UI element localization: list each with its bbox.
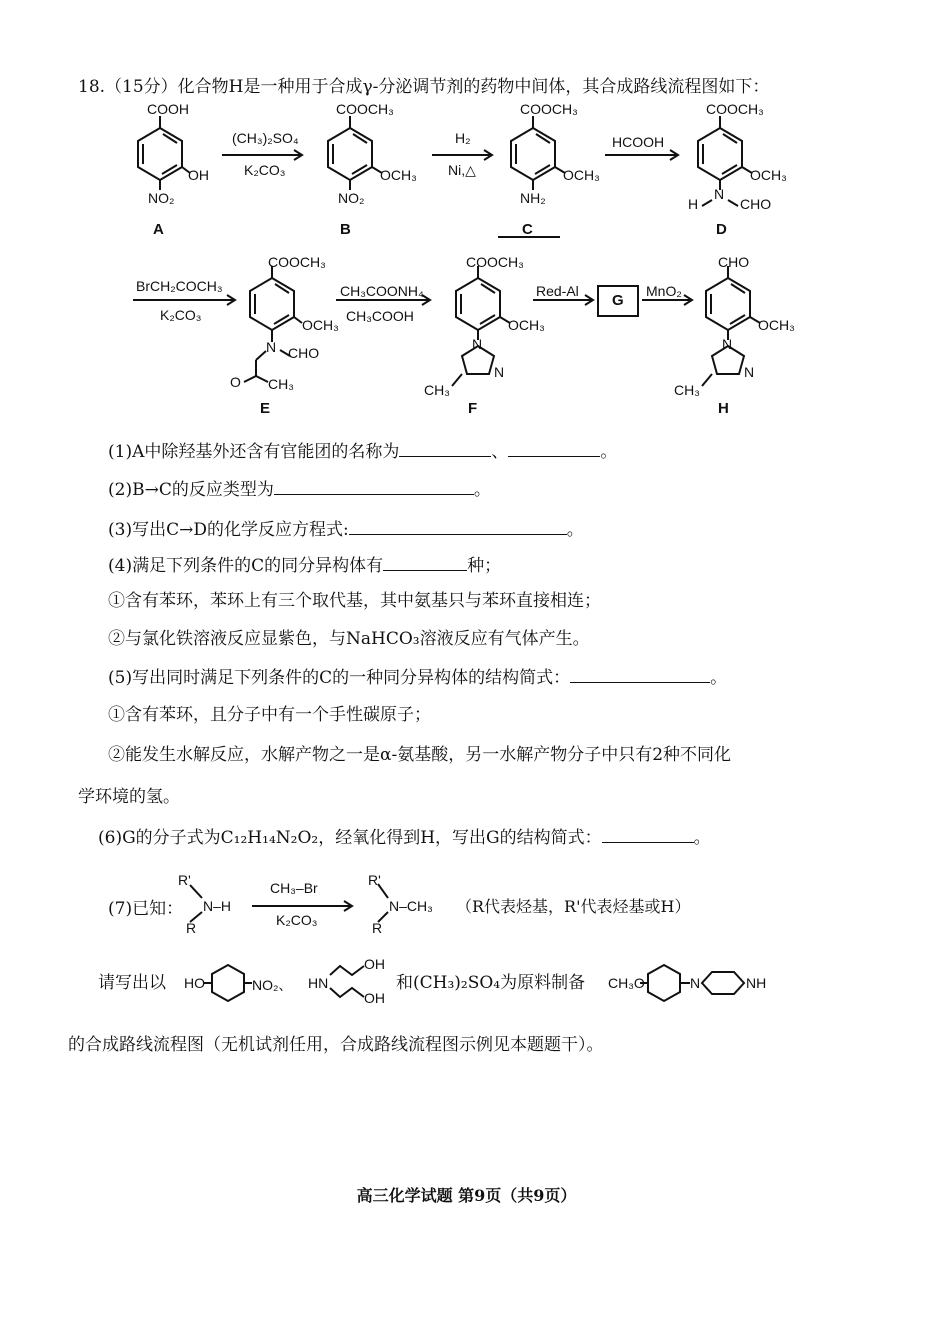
p7-n: N	[690, 975, 701, 991]
ring-target	[648, 965, 680, 1001]
c-nh2: NH₂	[520, 190, 546, 206]
label-e: E	[260, 400, 271, 417]
reagent-gh-top: MnO₂	[646, 283, 682, 299]
p7-r: R	[186, 920, 197, 936]
label-a: A	[153, 221, 164, 238]
p7-mid: 和(CH₃)₂SO₄为原料制备	[396, 973, 586, 993]
c-och3: OCH₃	[563, 167, 600, 183]
d-cho: CHO	[740, 196, 772, 212]
reagent-bc-top: H₂	[455, 130, 471, 146]
ring-d	[698, 128, 742, 180]
answer-blank-3[interactable]	[349, 518, 567, 535]
f-n2: N	[494, 364, 505, 380]
e-n: N	[266, 339, 277, 355]
part-4-condition-1: ①含有苯环，苯环上有三个取代基，其中氨基只与苯环直接相连；	[108, 591, 601, 611]
reagent-fg-top: Red-Al	[536, 283, 579, 299]
page-footer: 高三化学试题 第9页（共9页）	[356, 1186, 577, 1205]
b-och3: OCH₃	[380, 167, 417, 183]
e-cho: CHO	[288, 345, 320, 361]
p7-ho: HO	[184, 975, 205, 991]
answer-blank-2[interactable]	[274, 478, 474, 495]
a-no2: NO₂	[148, 190, 175, 206]
part-4-condition-2: ②与氯化铁溶液反应显紫色，与NaHCO₃溶液反应有气体产生。	[108, 629, 590, 649]
p7-note: （R代表烃基，R'代表烃基或H）	[456, 897, 691, 916]
p7-oh-bottom: OH	[364, 990, 385, 1006]
p7-reagent-bottom: K₂CO₃	[276, 912, 318, 928]
part-5-condition-2a: ②能发生水解反应，水解产物之一是α-氨基酸，另一水解产物分子中只有2种不同化	[108, 745, 732, 765]
reagent-ab-top: (CH₃)₂SO₄	[232, 130, 299, 146]
part-5-condition-1: ①含有苯环，且分子中有一个手性碳原子；	[108, 705, 431, 725]
p7-nh-target: NH	[746, 975, 767, 991]
p7-reagent-top: CH₃–Br	[270, 880, 318, 896]
label-d: D	[716, 221, 727, 238]
ring-h	[706, 278, 750, 330]
part-5: (5)写出同时满足下列条件的C的一种同分异构体的结构简式： 。	[108, 668, 728, 688]
f-och3: OCH₃	[508, 317, 545, 333]
part-3: (3)写出C→D的化学反应方程式: 。	[108, 520, 584, 540]
reagent-ef-top: CH₃COONH₄	[340, 283, 424, 299]
h-och3: OCH₃	[758, 317, 795, 333]
reagent-de-top: BrCH₂COCH₃	[136, 278, 223, 294]
e-o: O	[230, 374, 241, 390]
p7-r-prime: R'	[178, 872, 191, 888]
p7-nch3: N–CH₃	[389, 898, 433, 914]
answer-blank-6[interactable]	[602, 826, 694, 843]
e-ch3: CH₃	[268, 376, 294, 392]
label-c: C	[522, 221, 533, 238]
a-oh: OH	[188, 167, 209, 183]
a-cooh: COOH	[147, 101, 189, 117]
h-ch3: CH₃	[674, 382, 700, 398]
label-b: B	[340, 221, 351, 238]
ring-b	[328, 128, 372, 180]
ring-c	[511, 128, 555, 180]
ring-e	[250, 278, 294, 330]
reagent-cd-top: HCOOH	[612, 134, 665, 150]
d-och3: OCH₃	[750, 167, 787, 183]
ring-a	[138, 128, 182, 180]
p7-ask-1: 请写出以	[98, 973, 166, 993]
label-f: F	[468, 400, 478, 417]
reagent-de-bottom: K₂CO₃	[160, 307, 202, 323]
f-n1: N	[472, 336, 483, 352]
e-cooch3: COOCH₃	[268, 254, 326, 270]
answer-blank-5[interactable]	[570, 666, 710, 683]
part-2: (2)B→C的反应类型为 。	[108, 480, 491, 500]
p7-nh: N–H	[203, 898, 232, 914]
part-6: (6)G的分子式为C₁₂H₁₄N₂O₂，经氧化得到H，写出G的结构简式： 。	[98, 828, 711, 848]
p7-no2: NO₂、	[252, 977, 293, 993]
answer-blank-1a[interactable]	[399, 440, 491, 457]
part-1: (1)A中除羟基外还含有官能团的名称为 、 。	[108, 442, 618, 462]
p7-oh-top: OH	[364, 956, 385, 972]
p7-product-r: R	[372, 920, 383, 936]
reagent-ef-bottom: CH₃COOH	[346, 308, 414, 324]
h-cho: CHO	[718, 254, 750, 270]
question-header: 18.（15分）化合物H是一种用于合成γ-分泌调节剂的药物中间体，其合成路线流程图如下：	[78, 77, 770, 97]
p7-ask-2: 的合成路线流程图（无机试剂任用，合成路线流程图示例见本题题干）。	[68, 1035, 604, 1055]
f-ch3: CH₃	[424, 382, 450, 398]
c-cooch3: COOCH₃	[520, 101, 578, 117]
label-g: G	[612, 292, 624, 309]
answer-blank-4[interactable]	[383, 554, 467, 571]
part-5-condition-2b: 学环境的氢。	[78, 787, 180, 807]
d-cooch3: COOCH₃	[706, 101, 764, 117]
part-4: (4)满足下列条件的C的同分异构体有 种；	[108, 556, 502, 576]
ring-piperazine	[702, 972, 744, 994]
h-n2: N	[744, 364, 755, 380]
d-n: N	[714, 186, 725, 202]
h-n1: N	[722, 336, 733, 352]
ring-f	[456, 278, 500, 330]
p7-hn: HN	[308, 975, 329, 991]
d-h: H	[688, 196, 699, 212]
b-cooch3: COOCH₃	[336, 101, 394, 117]
reagent-ab-bottom: K₂CO₃	[244, 162, 286, 178]
f-cooch3: COOCH₃	[466, 254, 524, 270]
p7-ch3o: CH₃O	[608, 975, 645, 991]
ring-nitrophenol	[212, 965, 244, 1001]
p7-product-r-prime: R'	[368, 872, 381, 888]
reagent-bc-bottom: Ni,△	[448, 162, 476, 178]
answer-blank-1b[interactable]	[508, 440, 600, 457]
b-no2: NO₂	[338, 190, 365, 206]
label-h: H	[718, 400, 729, 417]
e-och3: OCH₃	[302, 317, 339, 333]
part-7-given: (7)已知：	[108, 899, 184, 919]
